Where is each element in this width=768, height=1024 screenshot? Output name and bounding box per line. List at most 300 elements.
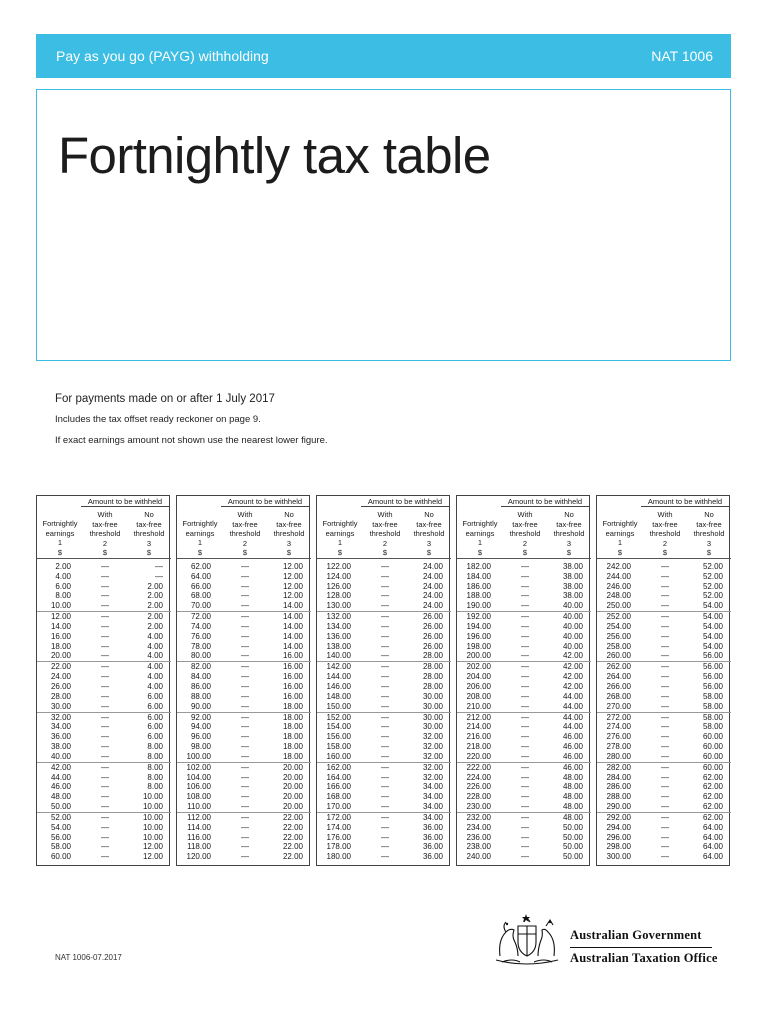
table-row bbox=[597, 692, 731, 702]
header-no-threshold-line: threshold bbox=[693, 529, 725, 538]
with-threshold-cell: — bbox=[661, 562, 669, 571]
no-threshold-cell: 62.00 bbox=[702, 802, 723, 811]
table-row bbox=[177, 582, 311, 592]
with-threshold-cell: — bbox=[101, 591, 109, 601]
earnings-cell: 126.00 bbox=[326, 581, 351, 591]
table-row bbox=[457, 622, 591, 632]
header-no-threshold-line: threshold bbox=[273, 529, 305, 538]
earnings-cell: 144.00 bbox=[326, 672, 351, 682]
no-threshold-cell: 24.00 bbox=[422, 571, 443, 581]
header-fortnightly-earnings-line: earnings bbox=[45, 528, 75, 538]
earnings-cell: 178.00 bbox=[326, 842, 351, 852]
with-threshold-cell: — bbox=[101, 641, 109, 651]
with-threshold-cell: — bbox=[381, 672, 389, 682]
table-row bbox=[37, 632, 171, 642]
no-threshold-cell: 38.00 bbox=[562, 571, 583, 581]
table-row bbox=[177, 682, 311, 692]
earnings-cell: 162.00 bbox=[326, 762, 351, 772]
with-threshold-cell: — bbox=[661, 612, 669, 622]
earnings-cell: 210.00 bbox=[466, 701, 491, 711]
with-threshold-cell: — bbox=[661, 822, 669, 832]
no-threshold-cell: 16.00 bbox=[282, 662, 303, 672]
with-threshold-cell: — bbox=[101, 662, 109, 672]
table-row bbox=[317, 612, 451, 622]
no-threshold-cell: 54.00 bbox=[702, 601, 723, 611]
header-no-threshold-line: 3 bbox=[566, 538, 572, 548]
earnings-cell: 56.00 bbox=[50, 832, 71, 842]
with-threshold-cell: — bbox=[241, 732, 249, 742]
earnings-cell: 138.00 bbox=[326, 641, 351, 651]
table-row bbox=[177, 642, 311, 652]
earnings-cell: 142.00 bbox=[326, 662, 351, 672]
table-row bbox=[317, 833, 451, 843]
table-row bbox=[457, 732, 591, 742]
earnings-cell: 272.00 bbox=[606, 712, 631, 722]
table-row bbox=[37, 622, 171, 632]
table-row bbox=[177, 833, 311, 843]
header-fortnightly-earnings bbox=[317, 519, 363, 557]
table-row bbox=[597, 732, 731, 742]
earnings-cell: 276.00 bbox=[606, 732, 631, 742]
table-row bbox=[177, 562, 311, 572]
no-threshold-cell: 12.00 bbox=[142, 842, 163, 852]
earnings-cell: 148.00 bbox=[326, 691, 351, 701]
table-row bbox=[597, 782, 731, 792]
no-threshold-cell: 10.00 bbox=[142, 832, 163, 842]
earnings-cell: 60.00 bbox=[50, 852, 71, 862]
gov-name: Australian Government bbox=[570, 928, 702, 942]
no-threshold-cell: 16.00 bbox=[282, 682, 303, 691]
no-threshold-cell: 12.00 bbox=[282, 591, 303, 601]
header-with-threshold-line: 2 bbox=[102, 538, 108, 548]
header-with-threshold bbox=[83, 510, 127, 558]
earnings-cell: 116.00 bbox=[187, 832, 211, 842]
earnings-cell: 258.00 bbox=[606, 641, 631, 651]
no-threshold-cell: 58.00 bbox=[702, 712, 723, 722]
earnings-cell: 130.00 bbox=[326, 601, 351, 611]
table-row bbox=[457, 813, 591, 823]
with-threshold-cell: — bbox=[661, 571, 669, 581]
with-threshold-cell: — bbox=[101, 691, 109, 701]
with-threshold-cell: — bbox=[241, 832, 249, 842]
table-row bbox=[597, 852, 731, 862]
table-row bbox=[37, 823, 171, 833]
earnings-cell: 240.00 bbox=[466, 852, 491, 862]
no-threshold-cell: 38.00 bbox=[562, 581, 583, 591]
no-threshold-cell: 64.00 bbox=[702, 832, 723, 842]
no-threshold-cell: 46.00 bbox=[562, 762, 583, 772]
earnings-cell: 212.00 bbox=[466, 712, 491, 722]
no-threshold-cell: 18.00 bbox=[282, 701, 303, 711]
table-row bbox=[457, 702, 591, 712]
no-threshold-cell: 24.00 bbox=[422, 581, 443, 591]
no-threshold-cell: 44.00 bbox=[562, 712, 583, 722]
no-threshold-cell: 50.00 bbox=[562, 842, 583, 852]
earnings-cell: 44.00 bbox=[50, 772, 71, 782]
earnings-cell: 110.00 bbox=[187, 802, 211, 811]
no-threshold-cell: 40.00 bbox=[562, 631, 583, 641]
no-threshold-cell: 50.00 bbox=[562, 832, 583, 842]
with-threshold-cell: — bbox=[241, 852, 249, 862]
with-threshold-cell: — bbox=[241, 792, 249, 802]
with-threshold-cell: — bbox=[241, 842, 249, 852]
header-rule bbox=[37, 558, 171, 559]
earnings-cell: 38.00 bbox=[50, 742, 71, 751]
with-threshold-cell: — bbox=[521, 651, 529, 661]
no-threshold-cell: 34.00 bbox=[422, 792, 443, 802]
with-threshold-cell: — bbox=[381, 822, 389, 832]
with-threshold-cell: — bbox=[381, 762, 389, 772]
earnings-cell: 80.00 bbox=[190, 651, 211, 661]
earnings-cell: 256.00 bbox=[606, 631, 631, 641]
earnings-cell: 278.00 bbox=[606, 742, 631, 751]
with-threshold-cell: — bbox=[101, 742, 109, 751]
with-threshold-cell: — bbox=[381, 782, 389, 792]
no-threshold-cell: 14.00 bbox=[282, 601, 303, 611]
earnings-cell: 234.00 bbox=[466, 822, 491, 832]
with-threshold-cell: — bbox=[661, 591, 669, 601]
header-fortnightly-earnings-line: Fortnightly bbox=[462, 519, 498, 528]
earnings-cell: 270.00 bbox=[606, 701, 631, 711]
with-threshold-cell: — bbox=[241, 682, 249, 691]
with-threshold-cell: — bbox=[521, 641, 529, 651]
table-row bbox=[457, 782, 591, 792]
no-threshold-cell: 20.00 bbox=[282, 792, 303, 802]
table-row bbox=[457, 742, 591, 752]
with-threshold-cell: — bbox=[101, 751, 109, 761]
no-threshold-cell: 18.00 bbox=[282, 742, 303, 751]
table-row bbox=[317, 591, 451, 601]
no-threshold-cell: 34.00 bbox=[422, 802, 443, 811]
table-row bbox=[177, 612, 311, 622]
earnings-cell: 72.00 bbox=[190, 612, 211, 622]
table-row bbox=[37, 722, 171, 732]
government-logo-text bbox=[570, 928, 718, 966]
with-threshold-cell: — bbox=[521, 822, 529, 832]
with-threshold-cell: — bbox=[521, 792, 529, 802]
title-box bbox=[36, 89, 731, 361]
table-row bbox=[597, 833, 731, 843]
header-no-threshold bbox=[267, 510, 311, 558]
header-no-threshold-line: $ bbox=[706, 548, 712, 557]
table-row bbox=[177, 782, 311, 792]
no-threshold-cell: 54.00 bbox=[702, 612, 723, 622]
earnings-cell: 32.00 bbox=[50, 712, 71, 722]
table-row bbox=[177, 672, 311, 682]
no-threshold-cell: 18.00 bbox=[282, 722, 303, 732]
table-row bbox=[37, 702, 171, 712]
with-threshold-cell: — bbox=[521, 762, 529, 772]
table-row bbox=[597, 752, 731, 762]
with-threshold-cell: — bbox=[661, 701, 669, 711]
header-with-threshold-line: tax-free bbox=[232, 519, 258, 529]
table-row bbox=[317, 722, 451, 732]
table-row bbox=[317, 562, 451, 572]
header-fortnightly-earnings-line: 1 bbox=[337, 538, 343, 547]
with-threshold-cell: — bbox=[661, 631, 669, 641]
no-threshold-cell: 42.00 bbox=[562, 662, 583, 672]
header-no-threshold-line: tax-free bbox=[416, 519, 442, 529]
no-threshold-cell: 34.00 bbox=[422, 813, 443, 822]
with-threshold-cell: — bbox=[241, 712, 249, 722]
intro-line-1: For payments made on or after 1 July 2017 bbox=[55, 393, 275, 405]
no-threshold-cell: 2.00 bbox=[147, 612, 163, 622]
earnings-cell: 300.00 bbox=[606, 852, 631, 862]
table-row bbox=[597, 632, 731, 642]
header-with-threshold bbox=[363, 510, 407, 558]
header-with-threshold-line: threshold bbox=[229, 529, 261, 538]
with-threshold-cell: — bbox=[381, 571, 389, 581]
earnings-cell: 180.00 bbox=[326, 852, 351, 862]
with-threshold-cell: — bbox=[521, 751, 529, 761]
earnings-cell: 202.00 bbox=[466, 662, 491, 672]
table-row bbox=[457, 642, 591, 652]
header-with-threshold-line: $ bbox=[102, 548, 108, 557]
header-with-threshold bbox=[643, 510, 687, 558]
table-row bbox=[177, 692, 311, 702]
with-threshold-cell: — bbox=[241, 622, 249, 631]
no-threshold-cell: 34.00 bbox=[422, 782, 443, 792]
with-threshold-cell: — bbox=[661, 852, 669, 862]
header-with-threshold-line: 2 bbox=[242, 538, 248, 548]
with-threshold-cell: — bbox=[381, 813, 389, 822]
with-threshold-cell: — bbox=[661, 782, 669, 792]
table-row bbox=[177, 752, 311, 762]
with-threshold-cell: — bbox=[381, 722, 389, 732]
table-row bbox=[37, 763, 171, 773]
header-fortnightly-earnings-line: earnings bbox=[185, 528, 215, 538]
no-threshold-cell: 38.00 bbox=[562, 562, 583, 571]
no-threshold-cell: 56.00 bbox=[702, 662, 723, 672]
earnings-cell: 106.00 bbox=[186, 782, 211, 792]
with-threshold-cell: — bbox=[381, 792, 389, 802]
no-threshold-cell: 26.00 bbox=[422, 641, 443, 651]
earnings-cell: 284.00 bbox=[606, 772, 631, 782]
with-threshold-cell: — bbox=[521, 601, 529, 611]
no-threshold-cell: 2.00 bbox=[147, 622, 163, 631]
table-row bbox=[37, 692, 171, 702]
table-row bbox=[177, 702, 311, 712]
with-threshold-cell: — bbox=[661, 742, 669, 751]
header-with-threshold-line: threshold bbox=[649, 529, 681, 538]
earnings-cell: 218.00 bbox=[466, 742, 491, 751]
no-threshold-cell: 28.00 bbox=[422, 672, 443, 682]
table-row bbox=[457, 682, 591, 692]
table-row bbox=[597, 823, 731, 833]
header-amount-withheld: Amount to be withheld bbox=[501, 496, 589, 507]
intro-text bbox=[55, 392, 328, 455]
table-row bbox=[457, 713, 591, 723]
table-row bbox=[597, 763, 731, 773]
earnings-cell: 140.00 bbox=[326, 651, 351, 661]
earnings-cell: 266.00 bbox=[606, 682, 631, 691]
table-row bbox=[317, 692, 451, 702]
with-threshold-cell: — bbox=[661, 762, 669, 772]
header-amount-withheld: Amount to be withheld bbox=[641, 496, 729, 507]
earnings-cell: 208.00 bbox=[466, 691, 491, 701]
earnings-cell: 36.00 bbox=[50, 732, 71, 742]
earnings-cell: 10.00 bbox=[50, 601, 71, 611]
header-no-threshold-line: 3 bbox=[146, 538, 152, 548]
table-row bbox=[317, 702, 451, 712]
table-row bbox=[457, 651, 591, 661]
header-no-threshold-line: 3 bbox=[286, 538, 292, 548]
earnings-cell: 242.00 bbox=[606, 562, 631, 571]
no-threshold-cell: 36.00 bbox=[422, 822, 443, 832]
no-threshold-cell: 2.00 bbox=[147, 591, 163, 601]
no-threshold-cell: 46.00 bbox=[562, 732, 583, 742]
with-threshold-cell: — bbox=[241, 562, 249, 571]
table-row bbox=[177, 842, 311, 852]
intro-line-2: Includes the tax offset ready reckoner on page 9. bbox=[55, 414, 261, 425]
no-threshold-cell: 22.00 bbox=[282, 813, 303, 822]
with-threshold-cell: — bbox=[101, 712, 109, 722]
no-threshold-cell: — bbox=[155, 562, 163, 571]
with-threshold-cell: — bbox=[521, 701, 529, 711]
no-threshold-cell: 40.00 bbox=[562, 641, 583, 651]
earnings-cell: 92.00 bbox=[190, 712, 211, 722]
header-fortnightly-earnings bbox=[177, 519, 223, 557]
earnings-cell: 122.00 bbox=[326, 562, 351, 571]
tax-table-4 bbox=[456, 495, 590, 866]
table-row bbox=[597, 662, 731, 672]
table-row bbox=[317, 823, 451, 833]
with-threshold-cell: — bbox=[241, 782, 249, 792]
earnings-cell: 62.00 bbox=[190, 562, 211, 571]
banner-code: NAT 1006 bbox=[651, 48, 713, 64]
table-row bbox=[457, 792, 591, 802]
with-threshold-cell: — bbox=[101, 772, 109, 782]
header-no-threshold-line: tax-free bbox=[136, 519, 162, 529]
table-row bbox=[597, 642, 731, 652]
header-no-threshold bbox=[127, 510, 171, 558]
header-no-threshold-line: threshold bbox=[553, 529, 585, 538]
header-with-threshold bbox=[223, 510, 267, 558]
no-threshold-cell: 40.00 bbox=[562, 612, 583, 622]
table-row bbox=[177, 632, 311, 642]
header-no-threshold-line: threshold bbox=[133, 529, 165, 538]
table-row bbox=[597, 672, 731, 682]
header-fortnightly-earnings-line: earnings bbox=[465, 528, 495, 538]
header-no-threshold-line: 3 bbox=[426, 538, 432, 548]
no-threshold-cell: 14.00 bbox=[282, 641, 303, 651]
earnings-cell: 184.00 bbox=[466, 571, 491, 581]
no-threshold-cell: 32.00 bbox=[422, 751, 443, 761]
with-threshold-cell: — bbox=[381, 802, 389, 811]
earnings-cell: 244.00 bbox=[606, 571, 631, 581]
with-threshold-cell: — bbox=[241, 742, 249, 751]
table-row bbox=[597, 682, 731, 692]
header-with-threshold-line: With bbox=[237, 510, 253, 519]
earnings-cell: 30.00 bbox=[50, 701, 71, 711]
header-fortnightly-earnings-line: 1 bbox=[617, 538, 623, 547]
no-threshold-cell: 20.00 bbox=[282, 802, 303, 811]
table-row bbox=[317, 622, 451, 632]
table-row bbox=[457, 752, 591, 762]
header-with-threshold-line: tax-free bbox=[512, 519, 538, 529]
table-row bbox=[177, 601, 311, 611]
earnings-cell: 164.00 bbox=[326, 772, 351, 782]
earnings-cell: 222.00 bbox=[466, 762, 491, 772]
header-fortnightly-earnings-line: $ bbox=[57, 547, 63, 557]
table-row bbox=[317, 572, 451, 582]
header-with-threshold-line: 2 bbox=[662, 538, 668, 548]
earnings-cell: 200.00 bbox=[466, 651, 491, 661]
with-threshold-cell: — bbox=[241, 601, 249, 611]
no-threshold-cell: 10.00 bbox=[142, 792, 163, 802]
with-threshold-cell: — bbox=[661, 712, 669, 722]
table-row bbox=[597, 792, 731, 802]
no-threshold-cell: 28.00 bbox=[422, 651, 443, 661]
no-threshold-cell: 60.00 bbox=[702, 751, 723, 761]
with-threshold-cell: — bbox=[381, 732, 389, 742]
no-threshold-cell: 56.00 bbox=[702, 651, 723, 661]
header-no-threshold-line: $ bbox=[566, 548, 572, 557]
earnings-cell: 2.00 bbox=[55, 562, 71, 571]
banner-title: Pay as you go (PAYG) withholding bbox=[56, 48, 269, 64]
with-threshold-cell: — bbox=[521, 662, 529, 672]
no-threshold-cell: 32.00 bbox=[422, 762, 443, 772]
earnings-cell: 146.00 bbox=[326, 682, 351, 691]
header-amount-withheld: Amount to be withheld bbox=[361, 496, 449, 507]
earnings-cell: 220.00 bbox=[466, 751, 491, 761]
earnings-cell: 22.00 bbox=[50, 662, 71, 672]
table-row bbox=[457, 763, 591, 773]
table-row bbox=[37, 662, 171, 672]
earnings-cell: 46.00 bbox=[50, 782, 71, 792]
header-fortnightly-earnings bbox=[457, 519, 503, 557]
earnings-cell: 28.00 bbox=[50, 691, 71, 701]
header-with-threshold-line: tax-free bbox=[372, 519, 398, 529]
with-threshold-cell: — bbox=[521, 712, 529, 722]
table-row bbox=[317, 632, 451, 642]
with-threshold-cell: — bbox=[521, 802, 529, 811]
with-threshold-cell: — bbox=[521, 782, 529, 792]
table-row bbox=[317, 802, 451, 812]
with-threshold-cell: — bbox=[661, 722, 669, 732]
no-threshold-cell: 58.00 bbox=[702, 722, 723, 732]
with-threshold-cell: — bbox=[381, 591, 389, 601]
no-threshold-cell: 8.00 bbox=[147, 762, 163, 772]
table-row bbox=[317, 752, 451, 762]
earnings-cell: 66.00 bbox=[190, 581, 211, 591]
earnings-cell: 298.00 bbox=[606, 842, 631, 852]
table-row bbox=[37, 852, 171, 862]
no-threshold-cell: 52.00 bbox=[702, 591, 723, 601]
table-row bbox=[317, 582, 451, 592]
header-fortnightly-earnings-line: $ bbox=[337, 547, 343, 557]
header-no-threshold-line: No bbox=[424, 510, 434, 519]
earnings-cell: 20.00 bbox=[50, 651, 71, 661]
with-threshold-cell: — bbox=[521, 813, 529, 822]
earnings-cell: 70.00 bbox=[190, 601, 211, 611]
earnings-cell: 100.00 bbox=[186, 751, 211, 761]
with-threshold-cell: — bbox=[101, 842, 109, 852]
no-threshold-cell: 50.00 bbox=[562, 822, 583, 832]
earnings-cell: 14.00 bbox=[50, 622, 71, 631]
no-threshold-cell: 20.00 bbox=[282, 772, 303, 782]
table-row bbox=[177, 572, 311, 582]
table-row bbox=[177, 591, 311, 601]
header-fortnightly-earnings-line: $ bbox=[617, 547, 623, 557]
with-threshold-cell: — bbox=[241, 701, 249, 711]
earnings-cell: 54.00 bbox=[50, 822, 71, 832]
earnings-cell: 112.00 bbox=[187, 813, 211, 822]
table-row bbox=[317, 842, 451, 852]
with-threshold-cell: — bbox=[101, 701, 109, 711]
with-threshold-cell: — bbox=[521, 591, 529, 601]
earnings-cell: 280.00 bbox=[606, 751, 631, 761]
